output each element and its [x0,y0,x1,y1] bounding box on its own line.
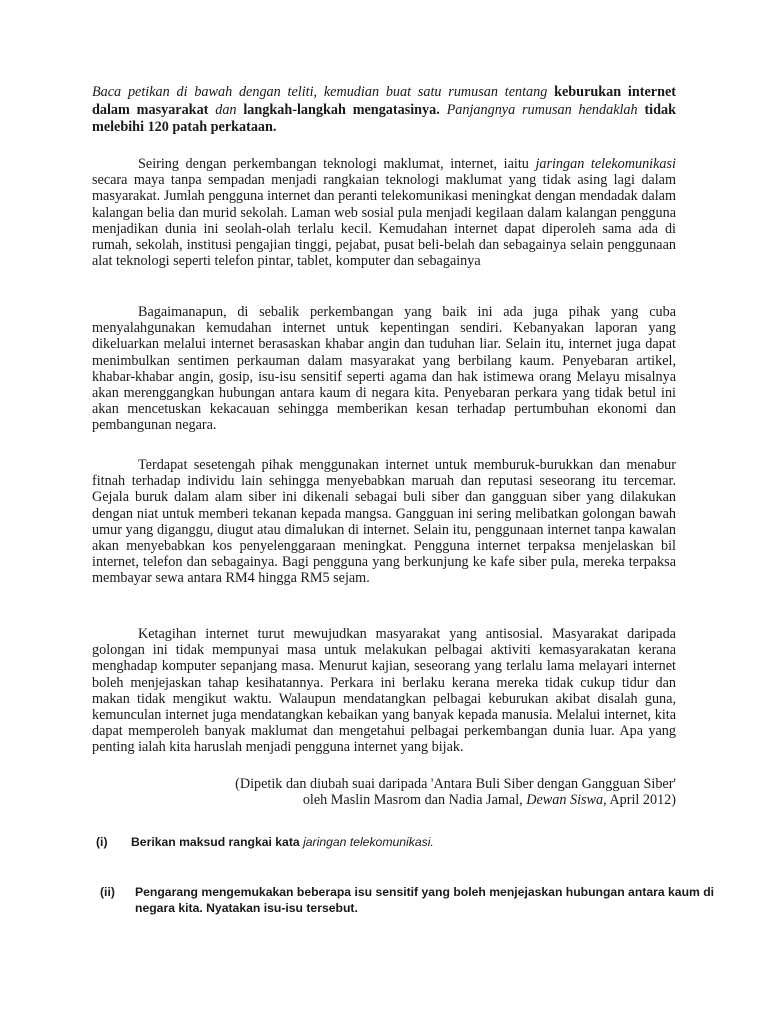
source-line-2 [92,792,676,808]
instruction-part: Baca petikan di bawah dengan teliti, kemudian buat satu rumusan tentang [92,84,555,100]
instruction-part: Panjangnya rumusan hendaklah [439,101,645,118]
source-authors: oleh Maslin Masrom dan Nadia Jamal, [302,792,527,809]
paragraph-text: secara maya tanpa sempadan menjadi rangkaian teknologi maklumat yang tidak asing lagi dalam masyarakat. Jumlah pengguna internet dan peranti telekomunikasi meningkat dengan mendadak dalam kalangan belia dan murid sekolah. Laman web sosial pula menjadi kegilaan dalam kalangan pengguna menjadikan dunia ini seolah-olah terlalu kecil. Kemudahan internet dapat diperoleh sama ada di rumah, sekolah, institusi pengajian tinggi, pejabat, pusat beli-belah dan sebagainya selain penggunaan alat teknologi seperti telefon pintar, tablet, komputer dan sebagainya [92,172,676,270]
paragraph-text: Seiring dengan perkembangan teknologi maklumat, internet, iaitu [138,156,536,172]
instruction-text [92,84,676,137]
question-italic-term: jaringan telekomunikasi. [303,835,434,849]
question-text: Pengarang mengemukakan beberapa isu sensitif yang boleh menjejaskan hubungan antara kaum di negara kita. Nyatakan isu-isu tersebut. [135,885,715,915]
paragraph-4: Ketagihan internet turut mewujudkan masyarakat yang antisosial. Masyarakat daripada golongan ini tidak mempunyai masa untuk melakukan pelbagai aktiviti kemasyarakatan kerana menghadap komputer sepanjang masa. Menurut kajian, seseorang yang terlalu lama melayari internet boleh menjejaskan tahap kesihatannya. Perkara ini berlaku kerana mereka tidak cukup tidur dan makan tidak mengikut waktu. Walaupun mendatangkan pelbagai keburukan akibat disalah guna, kemunculan internet juga mendatangkan kebaikan yang banyak kepada manusia. Melalui internet, kita dapat memperoleh banyak maklumat dan mengetahui pelbagai perkembangan dunia luar. Apa yang penting ialah kita haruslah menjadi pengguna internet yang bijak. [92,626,676,756]
source-citation [92,776,676,809]
question-number: (ii) [100,885,115,899]
paragraph-3: Terdapat sesetengah pihak menggunakan internet untuk memburuk-burukkan dan menabur fitnah terhadap individu lain sehingga menyebabkan maruah dan reputasi seseorang itu tercemar. Gejala buruk dalam alam siber ini dikenali sebagai buli siber dan gangguan siber yang dilakukan dengan niat untuk memberi tekanan kepada mangsa. Gangguan ini sering melibatkan golongan bawah umur yang diganggu, diugut atau dimalukan di internet. Selain itu, penggunaan internet tanpa kawalan akan menyebabkan kos penyelenggaraan meningkat. Pengguna internet terpaksa menjelaskan bil internet, telefon dan sebagainya. Bagi pengguna yang berkunjung ke kafe siber pula, mereka terpaksa membayar sewa antara RM4 hingga RM5 sejam. [92,457,676,587]
source-publication: Dewan Siswa [526,792,604,809]
source-date: , April 2012) [603,792,676,809]
source-line-1: (Dipetik dan diubah suai daripada 'Antara Buli Siber dengan Gangguan Siber' [235,776,676,792]
paragraph-italic: jaringan telekomunikasi [535,156,676,172]
instruction-bold: keburukan internet dalam masyarakat [92,84,676,118]
question-text-part: Berikan maksud rangkai kata [131,835,304,849]
paragraph-1 [92,156,676,269]
question-text [131,834,716,850]
question-number: (i) [96,835,108,849]
instruction-part: dan [208,101,244,118]
instruction-bold: langkah-langkah mengatasinya. [243,101,440,118]
instruction-bold: tidak melebihi 120 patah perkataan. [92,101,676,136]
paragraph-2: Bagaimanapun, di sebalik perkembangan yang baik ini ada juga pihak yang cuba menyalahgunakan kemudahan internet untuk kepentingan sendiri. Kebanyakan laporan yang dikeluarkan melalui internet berasaskan khabar angin dan tuduhan liar. Selain itu, internet juga dapat menimbulkan sentimen perkauman dalam masyarakat yang berbilang kaum. Penyebaran artikel, khabar-khabar angin, gosip, isu-isu sensitif seperti agama dan hak istimewa orang Melayu misalnya akan merenggangkan hubungan antara kaum di negara kita. Penyebaran perkara yang tidak betul ini akan mencetuskan kekacauan sehingga memberikan kesan terhadap pertumbuhan ekonomi dan pembangunan negara. [92,304,676,434]
